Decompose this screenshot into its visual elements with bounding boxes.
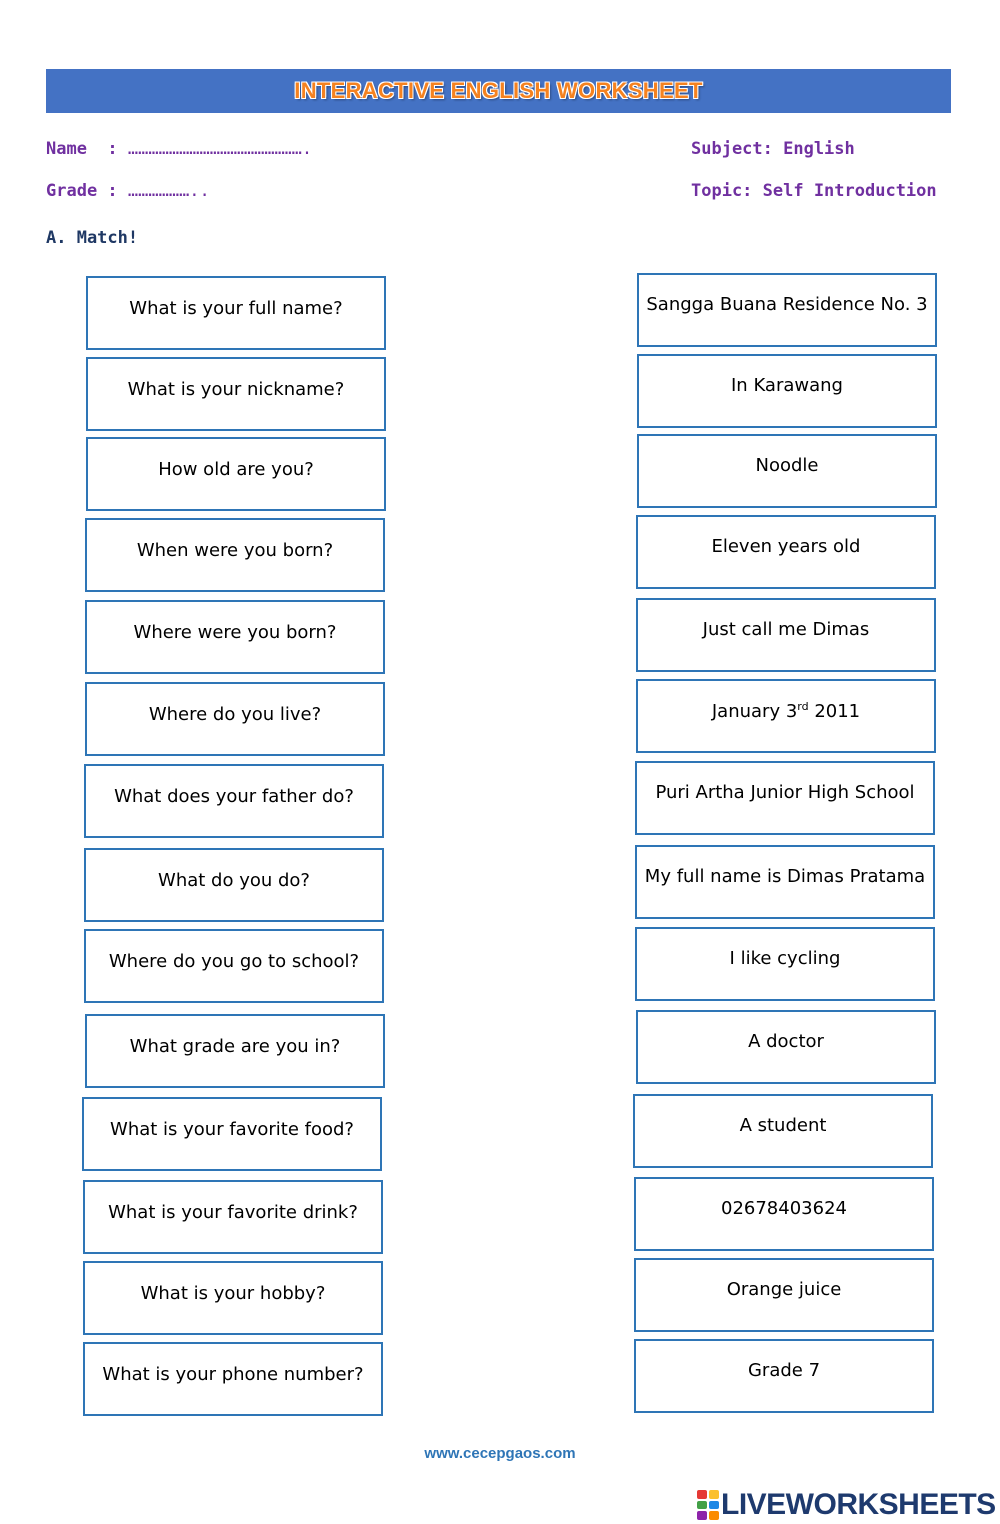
question-text: What is your hobby?: [140, 1283, 326, 1304]
answer-text: My full name is Dimas Pratama: [644, 866, 926, 887]
section-title: A. Match!: [46, 228, 139, 248]
liveworksheets-logo-icon: [697, 1490, 719, 1520]
question-card[interactable]: [84, 929, 384, 1003]
grade-label: Grade :: [46, 181, 128, 201]
question-text: What is your favorite food?: [110, 1119, 354, 1140]
answer-card[interactable]: [636, 598, 936, 672]
date-main: January 3: [711, 701, 798, 722]
grade-blank[interactable]: ………………..: [127, 181, 210, 201]
answer-text: Sangga Buana Residence No. 3: [646, 294, 928, 315]
answer-card[interactable]: [636, 1010, 936, 1084]
answer-text: Grade 7: [747, 1360, 821, 1381]
topic-label: Topic: Self Introduction: [691, 181, 937, 201]
answer-text: A doctor: [748, 1031, 824, 1052]
question-card[interactable]: [86, 437, 386, 511]
liveworksheets-brand[interactable]: [697, 1488, 996, 1522]
question-card[interactable]: [83, 1180, 383, 1254]
answer-text: Puri Artha Junior High School: [655, 782, 915, 803]
date-ordinal: rd: [797, 700, 809, 713]
answer-card[interactable]: [637, 273, 937, 347]
question-text: What does your father do?: [114, 786, 354, 807]
answer-card[interactable]: [636, 679, 936, 753]
question-card[interactable]: [85, 518, 385, 592]
answer-card[interactable]: [634, 1177, 934, 1251]
question-card[interactable]: [84, 848, 384, 922]
question-text: What is your nickname?: [127, 379, 345, 400]
question-text: What is your full name?: [129, 298, 343, 319]
answer-card[interactable]: [634, 1339, 934, 1413]
answer-text: In Karawang: [731, 375, 843, 396]
answer-text: Noodle: [755, 455, 819, 476]
question-text: How old are you?: [158, 459, 314, 480]
answer-text: 02678403624: [721, 1198, 847, 1219]
question-text: What grade are you in?: [129, 1036, 341, 1057]
question-card[interactable]: [85, 600, 385, 674]
date-year: 2011: [808, 701, 861, 722]
question-card[interactable]: [86, 276, 386, 350]
question-card[interactable]: [85, 1014, 385, 1088]
answer-card[interactable]: [635, 761, 935, 835]
answer-text: Eleven years old: [711, 536, 861, 557]
question-card[interactable]: [86, 357, 386, 431]
answer-text: [712, 700, 860, 722]
answer-text: Orange juice: [726, 1279, 842, 1300]
question-text: What do you do?: [158, 870, 310, 891]
answer-card[interactable]: [633, 1094, 933, 1168]
grade-line: [46, 181, 210, 201]
question-card[interactable]: [84, 764, 384, 838]
question-card[interactable]: [85, 682, 385, 756]
question-text: Where do you live?: [148, 704, 322, 725]
name-blank[interactable]: …………………………………………….: [127, 139, 313, 159]
answer-card[interactable]: [636, 515, 936, 589]
worksheet-title: INTERACTIVE ENGLISH WORKSHEET: [294, 78, 703, 103]
answer-card[interactable]: [637, 354, 937, 428]
name-label: Name :: [46, 139, 128, 159]
question-text: When were you born?: [136, 540, 334, 561]
answer-card[interactable]: [634, 1258, 934, 1332]
question-card[interactable]: [82, 1097, 382, 1171]
question-text: What is your phone number?: [102, 1364, 364, 1385]
title-banner: [46, 69, 951, 113]
answer-text: Just call me Dimas: [702, 619, 870, 640]
name-line: [46, 139, 312, 159]
answer-text: A student: [739, 1115, 827, 1136]
answer-card[interactable]: [635, 927, 935, 1001]
footer-url[interactable]: www.cecepgaos.com: [424, 1445, 576, 1462]
answer-card[interactable]: [637, 434, 937, 508]
answer-text: I like cycling: [729, 948, 841, 969]
question-card[interactable]: [83, 1261, 383, 1335]
question-text: Where do you go to school?: [108, 951, 360, 972]
answer-card[interactable]: [635, 845, 935, 919]
question-text: What is your favorite drink?: [108, 1202, 358, 1223]
question-card[interactable]: [83, 1342, 383, 1416]
subject-label: Subject: English: [691, 139, 855, 159]
brand-text: LIVEWORKSHEETS: [721, 1488, 996, 1521]
question-text: Where were you born?: [133, 622, 337, 643]
